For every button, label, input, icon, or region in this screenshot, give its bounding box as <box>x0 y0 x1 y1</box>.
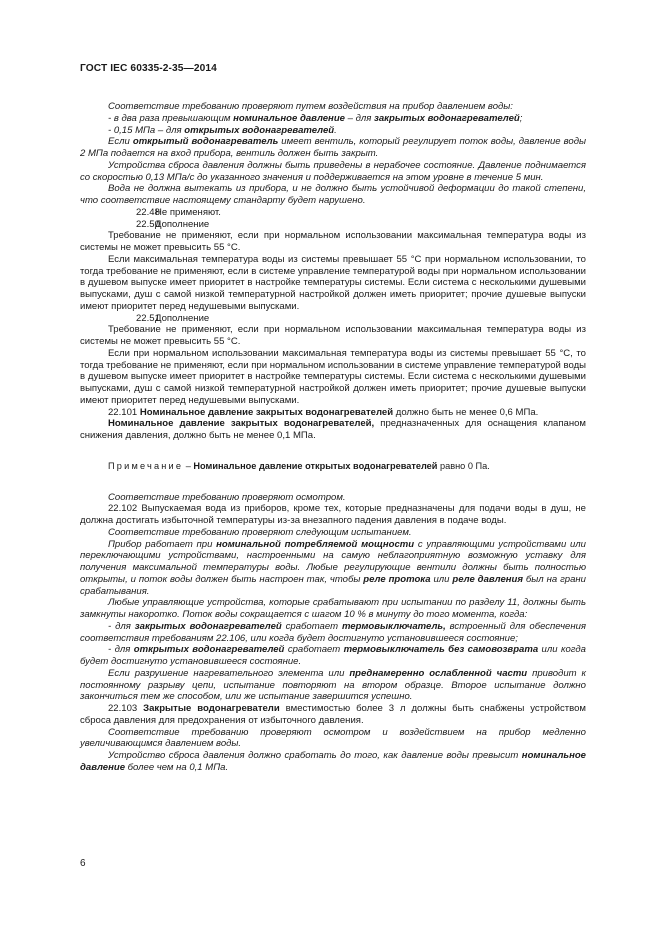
text-run: Соответствие требованию проверяют осмотром. <box>108 491 346 503</box>
text-run: Если максимальная температура воды из системы превышает 55 °С при нормальном использовании, то тогда требование не применяют, если в системе управление температурой воды при нормальном использовании в душевом выпуске имеет приоритет в настройке температуры системы. Если система с несколькими душевыми выпусками, душ с самой низкой температурной настройкой должен иметь приоритет; прочие душевые выпуски имеют приоритет перед недушевыми выпусками. <box>80 253 587 312</box>
text-run: был на грани срабатывания. <box>80 573 586 597</box>
bold-term: реле давления <box>452 573 523 585</box>
bold-term: Номинальное давление закрытых водонагревателей <box>139 406 394 418</box>
text-run: - для <box>108 644 134 656</box>
bold-term: Номинальное давление закрытых водонагревателей, <box>108 418 375 430</box>
text-run: Если при нормальном использовании максимальная температура воды из системы превышает 55 °С, то тогда требование не применяют, если при нормальном использовании в системе управление температурой воды в душевом выпуске имеет приоритет в настройке температуры системы. Если система с несколькими душевыми выпусками, душ с самой низкой температурной настройкой должен иметь приоритет; прочие душевые выпуски имеют приоритет перед недушевыми выпусками. <box>80 347 587 406</box>
text-run: Соответствие требованию проверяют следующим испытанием. <box>108 526 412 538</box>
numbered-paragraph <box>80 219 586 231</box>
text-run: Примечание <box>108 460 184 471</box>
note-paragraph <box>80 461 586 473</box>
text-run: ; <box>519 112 523 124</box>
text-run: – <box>183 460 194 471</box>
text-run: . <box>334 124 337 136</box>
bold-term: Закрытые водонагреватели <box>143 703 280 714</box>
numbered-paragraph <box>80 313 586 325</box>
paragraph <box>80 727 586 751</box>
bold-term: номинальной потребляемой мощности <box>216 538 415 550</box>
text-run: предназначенных для оснащения клапаном снижения давления, должно быть не менее 0,1 МПа. <box>80 418 586 441</box>
paragraph <box>80 503 586 527</box>
text-run: более чем на 0,1 МПа. <box>125 761 229 773</box>
bold-term: закрытых водонагревателей <box>374 112 520 124</box>
paragraph <box>80 125 586 137</box>
text-run: Любые управляющие устройства, которые срабатывают при испытании по разделу 11, должны быть замкнуты накоротко. Поток воды сокращается с шагом 10 % в минуту до того момента, когда: <box>80 597 586 620</box>
text-run: Устройство сброса давления должно сработать до того, как давление воды превысит <box>108 750 522 761</box>
paragraph <box>80 160 586 184</box>
bold-term: термовыключатель без самовозврата <box>343 644 539 656</box>
text-run: встроенный для обеспечения соответствия требованиям 22.106, или когда будет достигнуто установившееся состояние; <box>80 620 586 644</box>
text-run: Дополнение <box>155 312 210 324</box>
text-run: Устройства сброса давления должны быть приведены в нерабочее состояние. Давление поднимается со скоростью 0,13 МПа/с до указанного значения и поддерживается на этом уровне в течение 5 мин. <box>80 159 586 183</box>
text-run: 22.101 <box>108 406 140 418</box>
bold-term: реле протока <box>363 573 431 585</box>
page-number: 6 <box>80 858 86 869</box>
bold-term: закрытых водонагревателей <box>134 620 282 632</box>
text-run: - в два раза превышающим <box>108 112 234 124</box>
numbered-paragraph <box>80 207 586 219</box>
text-run: Не применяют. <box>155 206 221 218</box>
paragraph <box>80 113 586 125</box>
paragraph <box>80 407 586 419</box>
paragraph <box>80 539 586 598</box>
text-run: Если разрушение нагревательного элемента или <box>108 667 350 679</box>
paragraph <box>80 183 586 207</box>
text-run: Соответствие требованию проверяют путем воздействия на прибор давлением воды: <box>108 101 513 112</box>
text-run: – для <box>344 112 374 124</box>
document-body <box>80 101 586 774</box>
text-run: приводит к постоянному разрыву цепи, испытание повторяют на втором образце. Второе испытание должно закончиться тем же способом, или же испытание завершится успешно. <box>80 667 587 703</box>
paragraph <box>80 597 586 621</box>
text-run: или <box>430 573 453 585</box>
text-run: должно быть не менее 0,6 МПа. <box>393 406 539 418</box>
text-run: сработает <box>284 644 344 656</box>
text-run: сработает <box>281 620 342 632</box>
text-run: Если <box>108 136 133 148</box>
bold-term: термовыключатель, <box>341 620 446 632</box>
paragraph <box>80 324 586 348</box>
text-run: Требование не применяют, если при нормальном использовании максимальная температура воды из системы не может превысить 55 °С. <box>80 230 586 253</box>
text-run: 22.102 Выпускаемая вода из приборов, кроме тех, которые предназначены для подачи воды в душ, не должна достигать избыточной температуры из-за внезапного падения давления в подаче воды. <box>80 503 586 526</box>
paragraph <box>80 750 586 774</box>
paragraph <box>80 418 586 442</box>
text-run: равно 0 Па. <box>437 460 490 471</box>
clause-number: 22.51 <box>136 312 160 324</box>
text-run: 22.103 <box>108 703 144 714</box>
text-run: - 0,15 МПа – для <box>108 124 185 136</box>
paragraph <box>80 230 586 254</box>
paragraph <box>80 101 586 113</box>
text-run: Вода не должна вытекать из прибора, и не должно быть устойчивой деформации до такой степени, что соответствие настоящему стандарту будет нарушено. <box>80 183 586 206</box>
paragraph <box>80 136 586 160</box>
text-run: - для <box>108 620 135 632</box>
bold-term: преднамеренно ослабленной части <box>349 667 528 679</box>
text-run: вместимостью более 3 л должны быть снабжены устройством сброса давления для предохранения от избыточного давления. <box>80 703 586 726</box>
bold-term: открытый водонагреватель <box>132 136 279 148</box>
document-header: ГОСТ IEC 60335-2-35—2014 <box>80 63 217 74</box>
clause-number: 22.50 <box>136 218 160 230</box>
paragraph <box>80 348 586 407</box>
clause-number: 22.48 <box>136 206 160 218</box>
paragraph <box>80 527 586 539</box>
bold-term: номинальное давление <box>233 112 345 124</box>
bold-term: номинальное давление <box>80 750 586 773</box>
bold-term: открытых водонагревателей <box>133 644 285 656</box>
text-run: Требование не применяют, если при нормальном использовании максимальная температура воды из системы не может превысить 55 °С. <box>80 324 586 347</box>
text-run: с управляющими устройствами или переключающими устройствами, настроенными на самую неблагоприятную возможную уставку для получения максимальной температуры воды. Любые регулирующие вентили должны быть полностью открыты, и поток воды должен быть настроен так, чтобы <box>80 538 586 585</box>
text-run: Прибор работает при <box>108 538 217 550</box>
bold-term: открытых водонагревателей <box>184 124 335 136</box>
paragraph <box>80 492 586 504</box>
bold-term: Номинальное давление открытых водонагревателей <box>193 460 438 471</box>
paragraph <box>80 621 586 645</box>
text-run: Соответствие требованию проверяют осмотром и воздействием на прибор медленно увеличивающимся давлением воды. <box>80 726 586 750</box>
paragraph <box>80 668 586 703</box>
paragraph <box>80 644 586 668</box>
paragraph <box>80 254 586 313</box>
text-run: Дополнение <box>155 218 210 230</box>
text-run: или когда будет достигнуто установившееся состояние. <box>80 644 586 667</box>
text-run: имеет вентиль, который регулирует поток воды, давление воды 2 МПа подается на вход прибора, вентиль должен быть закрыт. <box>80 136 586 159</box>
paragraph <box>80 703 586 727</box>
